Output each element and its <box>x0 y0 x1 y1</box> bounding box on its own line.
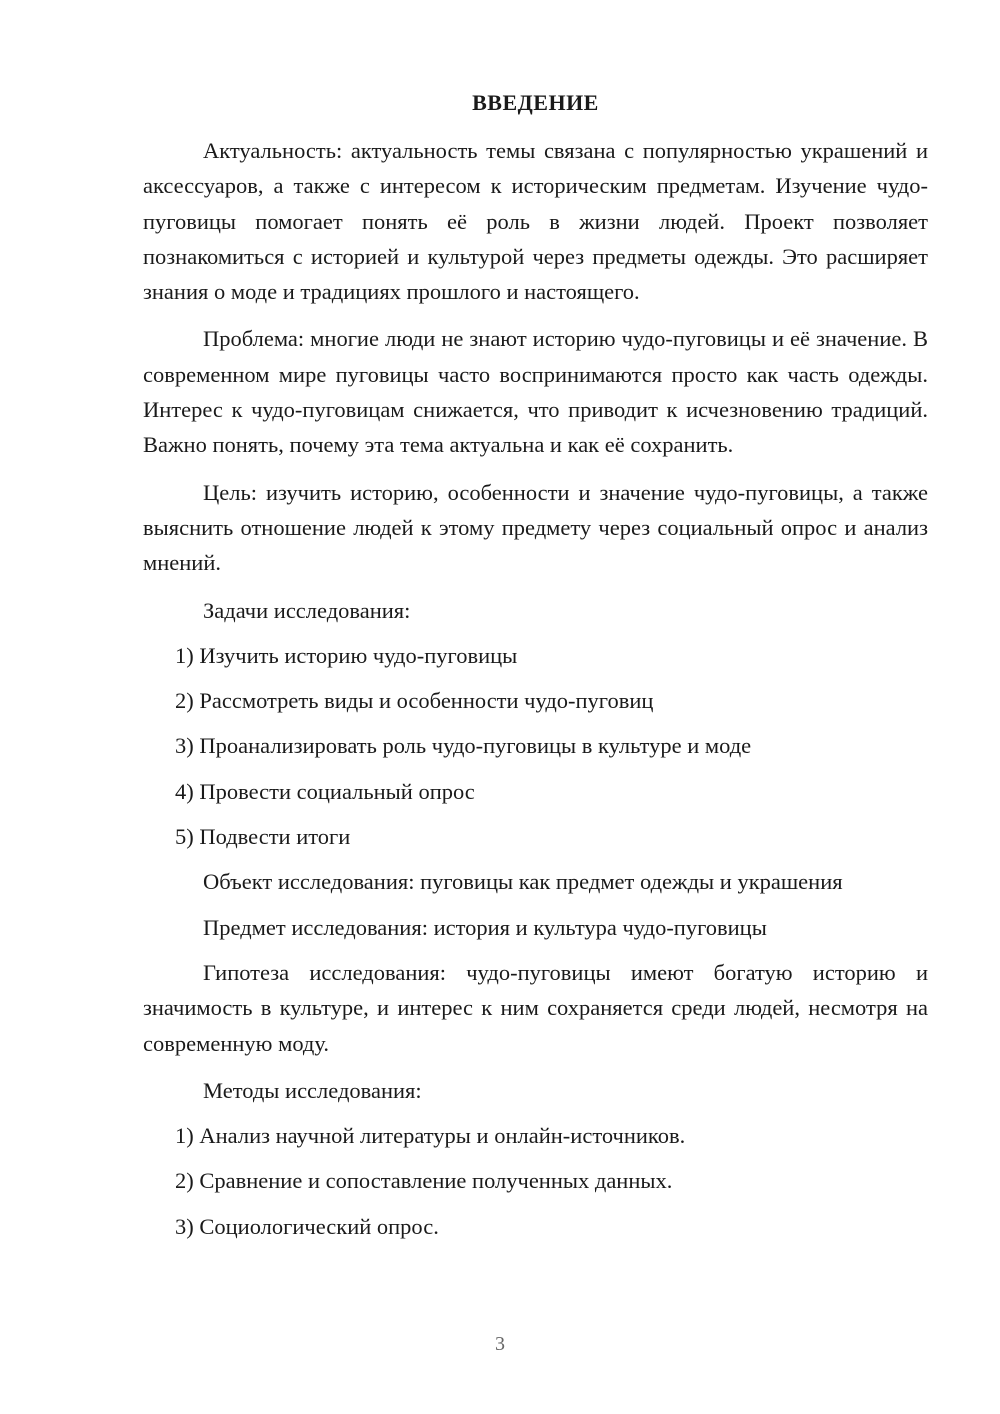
document-page <box>143 90 928 1254</box>
method-item-3: 3) Социологический опрос. <box>175 1213 439 1239</box>
tasks-heading: Задачи исследования: <box>203 597 411 623</box>
page-title: ВВЕДЕНИЕ <box>472 90 599 115</box>
task-item-5: 5) Подвести итоги <box>175 824 351 850</box>
methods-heading: Методы исследования: <box>203 1077 422 1103</box>
task-item-2: 2) Рассмотреть виды и особенности чудо-пуговиц <box>175 688 654 714</box>
page-number: 3 <box>495 1333 505 1355</box>
method-item-1: 1) Анализ научной литературы и онлайн-источников. <box>175 1123 686 1149</box>
problem-paragraph: Проблема: многие люди не знают историю чудо-пуговицы и её значение. В современном мире пуговицы часто воспринимаются просто как часть одежды. Интерес к чудо-пуговицам снижается, что приводит к исчезновению традиций. Важно понять, почему эта тема актуальна и как её сохранить. <box>143 326 928 458</box>
relevance-paragraph: Актуальность: актуальность темы связана с популярностью украшений и аксессуаров, а также с интересом к историческим предметам. Изучение чудо-пуговицы помогает понять её роль в жизни людей. Проект позволяет познакомиться с историей и культурой через предметы одежды. Это расширяет знания о моде и традициях прошлого и настоящего. <box>143 138 928 305</box>
task-item-3: 3) Проанализировать роль чудо-пуговицы в культуре и моде <box>175 733 752 759</box>
hypothesis-paragraph: Гипотеза исследования: чудо-пуговицы имеют богатую историю и значимость в культуре, и интерес к ним сохраняется среди людей, несмотря на современную моду. <box>143 959 928 1056</box>
method-item-2: 2) Сравнение и сопоставление полученных данных. <box>175 1168 673 1194</box>
task-item-1: 1) Изучить историю чудо-пуговицы <box>175 642 518 668</box>
research-object: Объект исследования: пуговицы как предмет одежды и украшения <box>203 869 843 895</box>
task-item-4: 4) Провести социальный опрос <box>175 778 475 804</box>
goal-paragraph: Цель: изучить историю, особенности и значение чудо-пуговицы, а также выяснить отношение людей к этому предмету через социальный опрос и анализ мнений. <box>143 479 928 576</box>
research-subject: Предмет исследования: история и культура чудо-пуговицы <box>203 914 767 940</box>
